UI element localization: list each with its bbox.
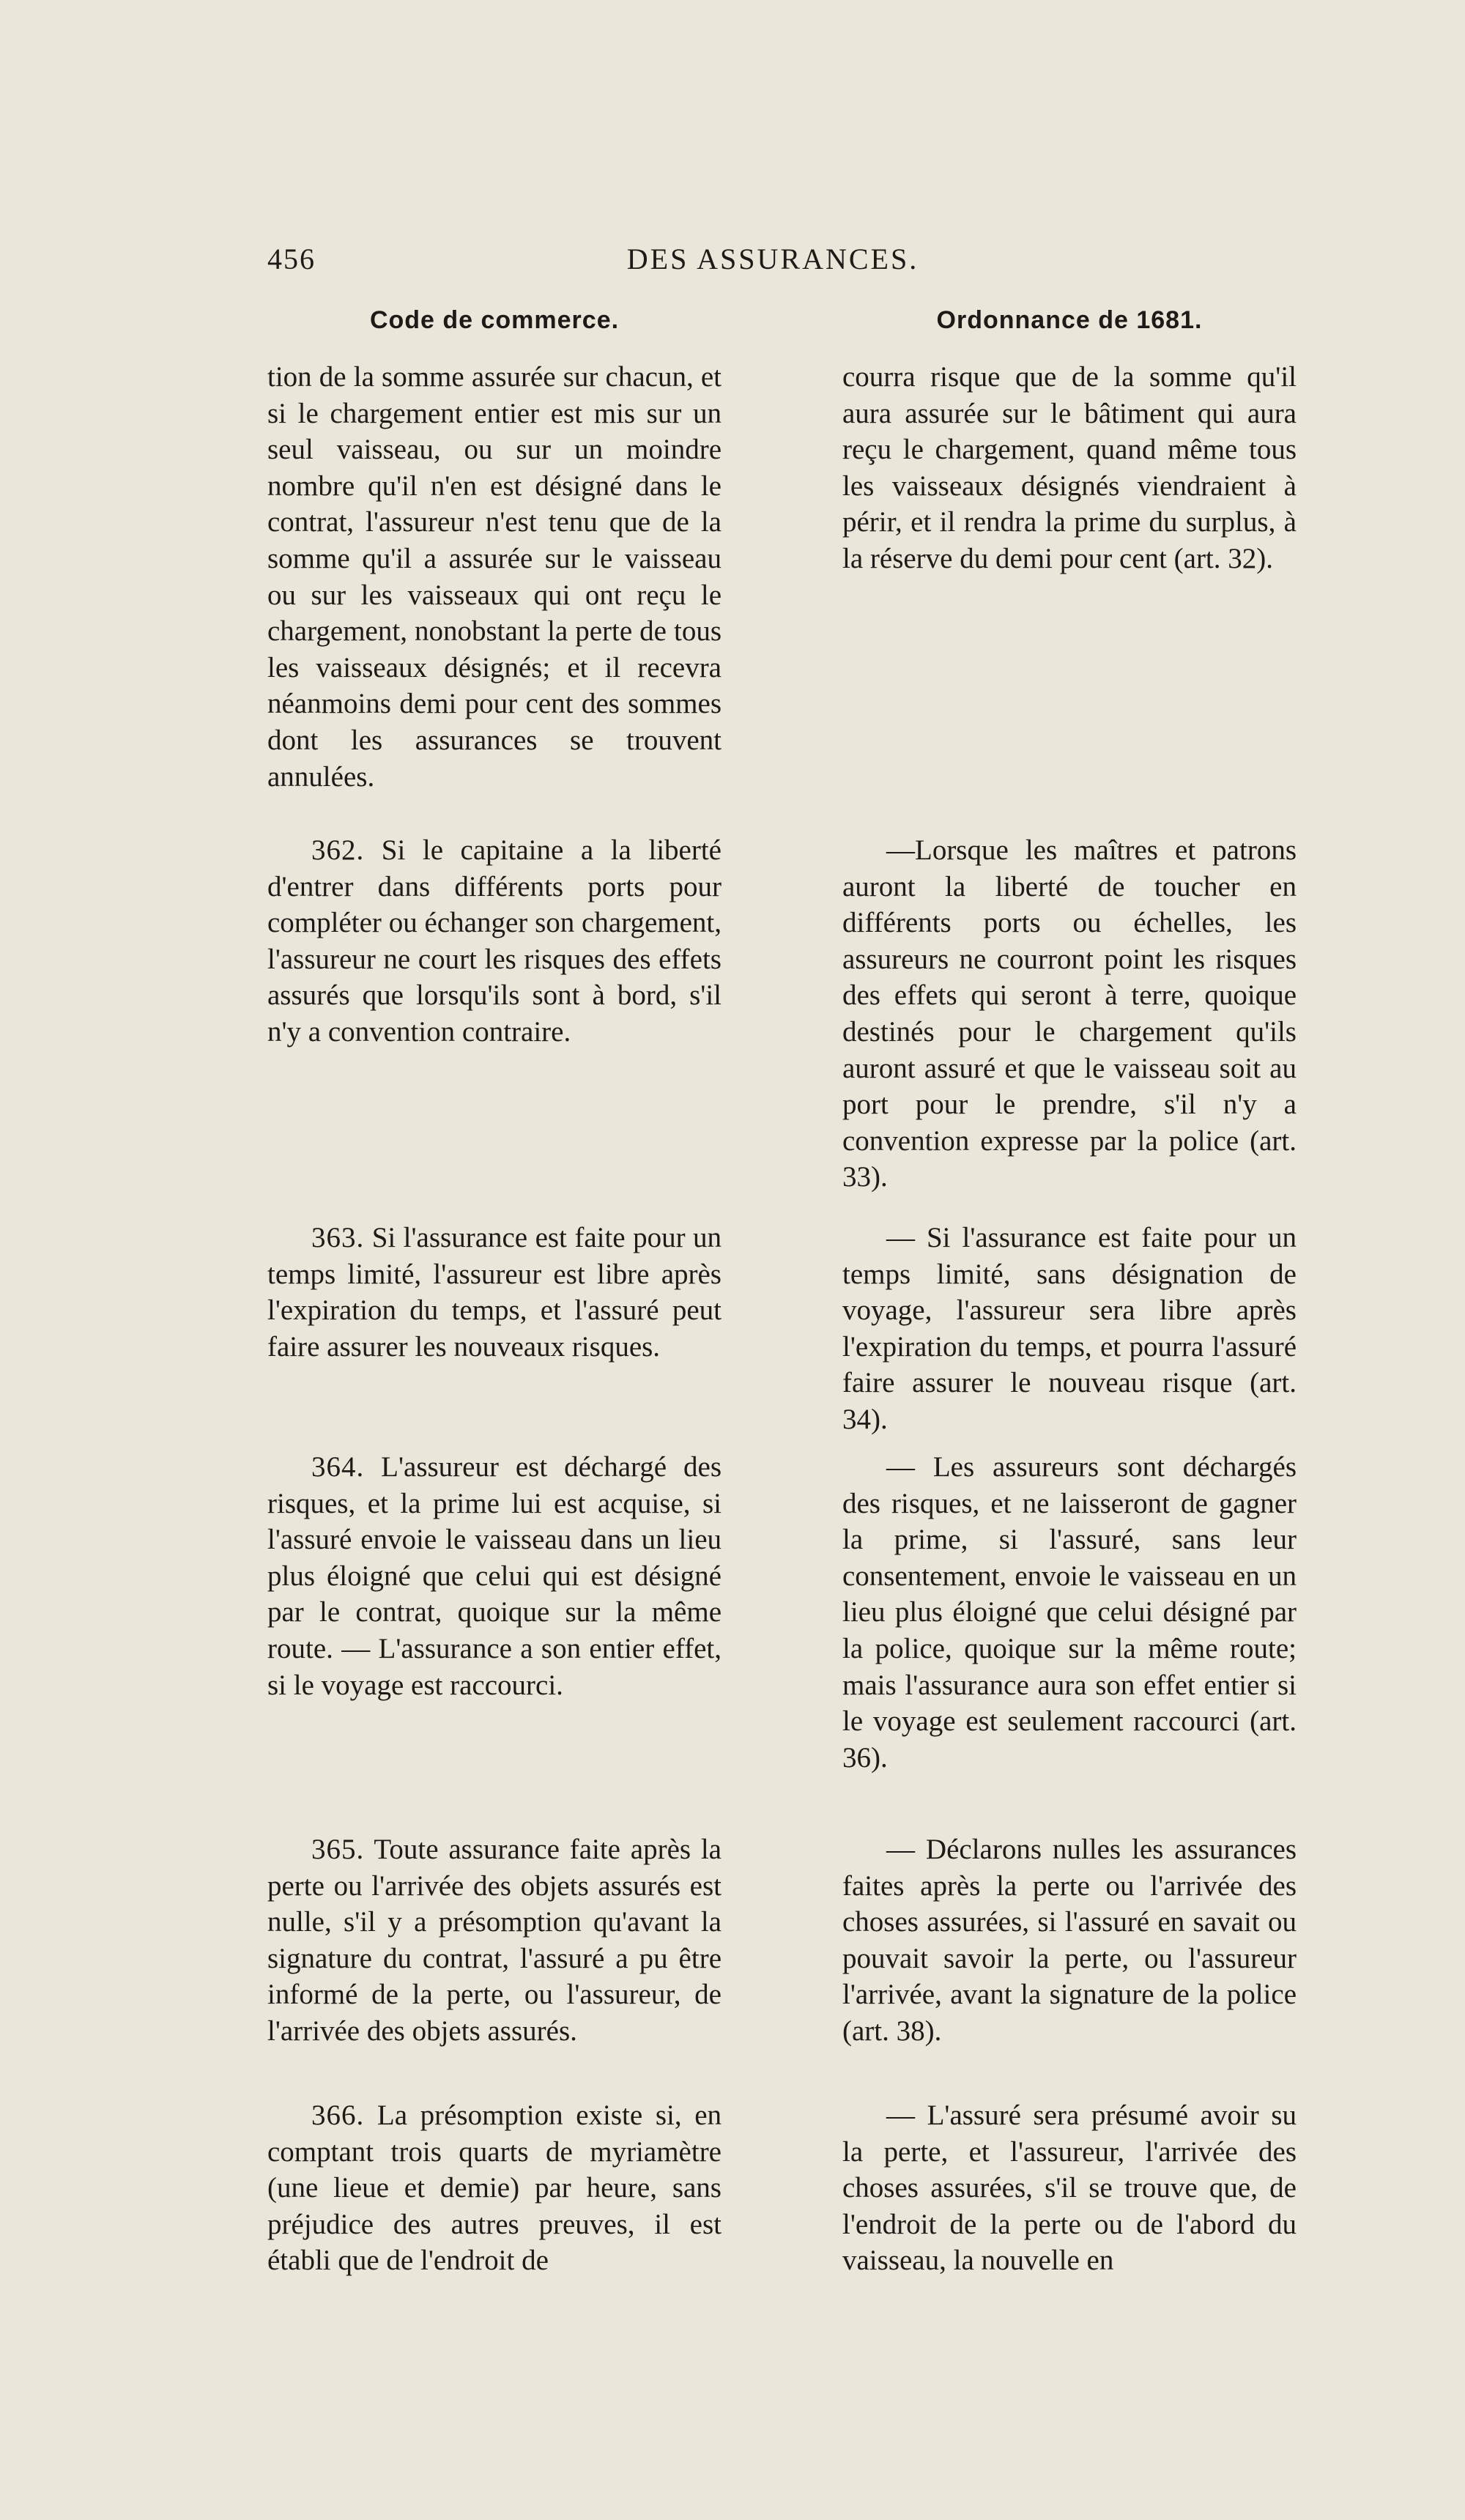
ordonnance-paragraph: — L'assuré sera présumé avoir su la perte, et l'assureur, l'arrivée des choses assurées, s'il se trouve que, de l'endroit de la perte ou de l'abord du vaisseau, la nouvelle en (842, 2100, 1297, 2277)
article-number: 365. (311, 1834, 365, 1865)
page-number: 456 (267, 242, 316, 275)
ordonnance-paragraph: —Lorsque les maîtres et patrons auront la liberté de toucher en différents ports ou échelles, les assureurs ne courront point les risques des effets qui seront à terre, quoique destinés pour le chargement qu'ils auront assuré et que le vaisseau soit au port pour le prendre, s'il n'y a convention expresse par la police (art. 33). (842, 834, 1297, 1193)
page-header (267, 242, 1278, 286)
right-column-heading: Ordonnance de 1681. (936, 306, 1203, 334)
article-text: Si le capitaine a la liberté d'entrer dans différents ports pour compléter ou échanger son chargement, l'assureur ne court les risques des effets assurés que lorsqu'ils sont à bord, s'il n'y a convention contraire. (267, 834, 722, 1048)
running-title: DES ASSURANCES. (626, 242, 919, 275)
article-paragraph (267, 1831, 722, 2050)
article-text: La présomption existe si, en comptant trois quarts de myriamètre (une lieue et demie) par heure, sans préjudice des autres preuves, il est établi que de l'endroit de (267, 2100, 722, 2277)
ordonnance-paragraph: — Les assureurs sont déchargés des risques, et ne laisseront de gagner la prime, si l'assuré, sans leur consentement, envoie le vaisseau en un lieu plus éloigné que celui désigné par la police, quoique sur la même route; mais l'assurance aura son effet entier si le voyage est seulement raccourci (art. 36). (842, 1451, 1297, 1774)
article-paragraph (267, 1220, 722, 1365)
article-paragraph (267, 2097, 722, 2279)
article-text: tion de la somme assurée sur chacun, et si le chargement entier est mis sur un seul vaisseau, ou sur un moindre nombre qu'il n'en est désigné dans le contrat, l'assureur n'est tenu que de la somme qu'il a assurée sur le vaisseau ou sur les vaisseaux qui ont reçu le chargement, nonobstant la perte de tous les vaisseaux désignés; et il recevra néanmoins demi pour cent des sommes dont les assurances se trouvent annulées. (267, 361, 722, 793)
ordonnance-paragraph: — Déclarons nulles les assurances faites après la perte ou l'arrivée des choses assurées, si l'assuré en savait ou pouvait savoir la perte, ou l'assureur l'arrivée, avant la signature de la police (art. 38). (842, 1834, 1297, 2047)
article-text: Si l'assurance est faite pour un temps limité, l'assureur est libre après l'expiration du temps, et l'assuré peut faire assurer les nouveaux risques. (267, 1222, 722, 1363)
article-paragraph (267, 1449, 722, 1703)
article-number: 366. (311, 2100, 365, 2131)
article-text: L'assureur est déchargé des risques, et la prime lui est acquise, si l'assuré envoie le vaisseau dans un lieu plus éloigné que celui qui est désigné par le contrat, quoique sur la même route. — L'assurance a son entier effet, si le voyage est raccourci. (267, 1451, 722, 1701)
ordonnance-paragraph: — Si l'assurance est faite pour un temps limité, sans désignation de voyage, l'assureur sera libre après l'expiration du temps, et pourra l'assuré faire assurer le nouveau risque (art. 34). (842, 1222, 1297, 1435)
article-number: 364. (311, 1451, 365, 1483)
left-column-heading: Code de commerce. (369, 306, 620, 334)
article-paragraph (267, 832, 722, 1050)
article-number: 362. (311, 834, 365, 866)
ordonnance-paragraph: courra risque que de la somme qu'il aura assurée sur le bâtiment qui aura reçu le chargement, quand même tous les vaisseaux désignés viendraient à périr, et il rendra la prime du surplus, à la réserve du demi pour cent (art. 32). (842, 361, 1297, 574)
article-text: Toute assurance faite après la perte ou l'arrivée des objets assurés est nulle, s'il y a présomption qu'avant la signature du contrat, l'assuré a pu être informé de la perte, ou l'assureur, de l'arrivée des objets assurés. (267, 1834, 722, 2047)
article-number: 363. (311, 1222, 365, 1253)
article-paragraph (267, 359, 722, 795)
